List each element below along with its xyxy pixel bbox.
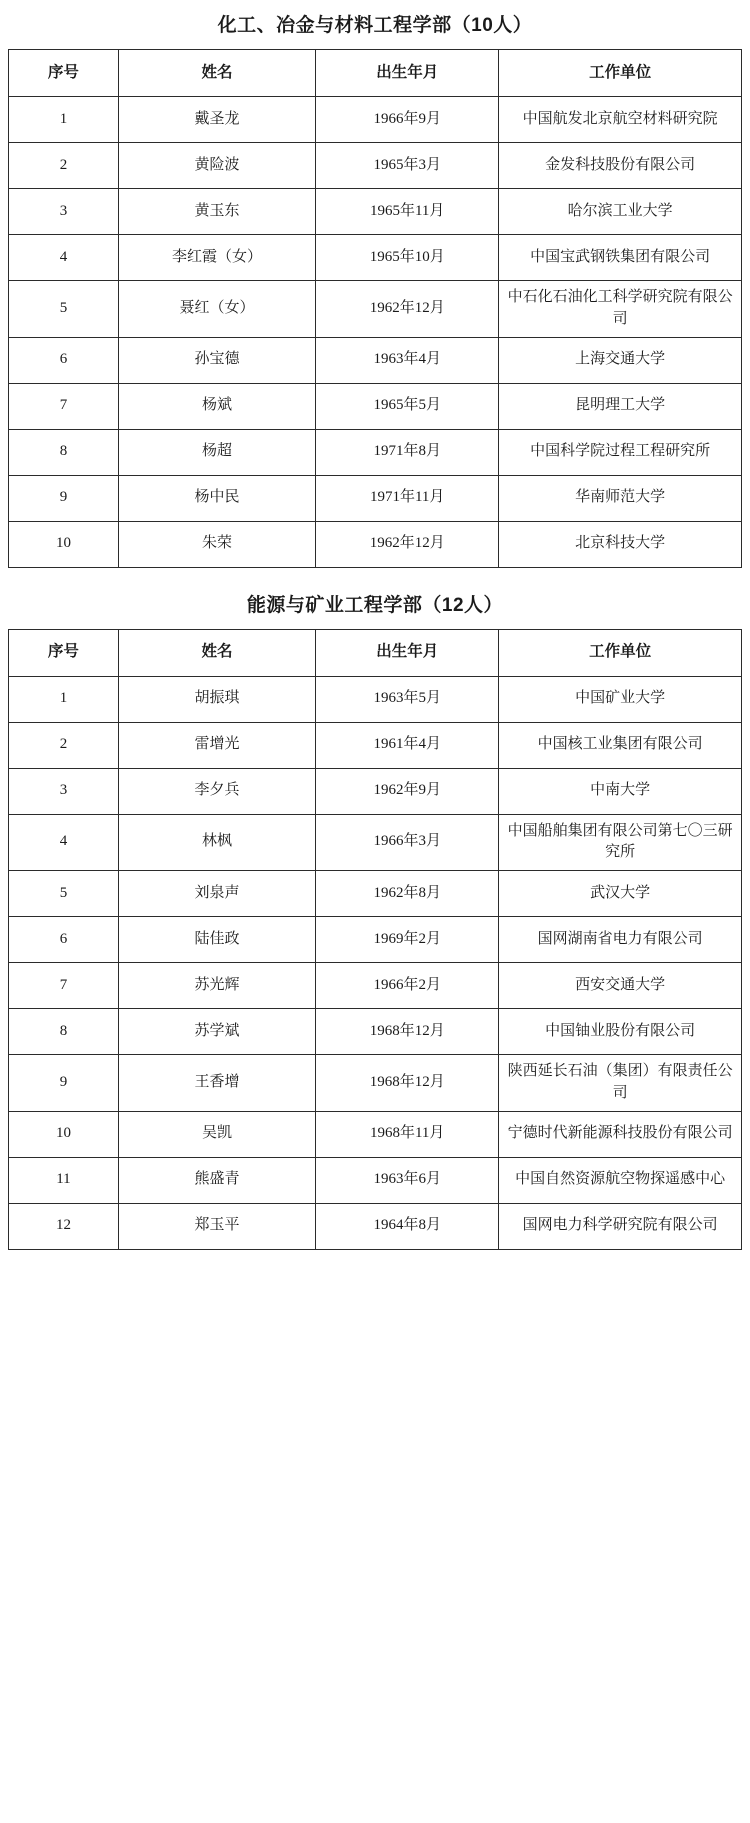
cell-org: 中国宝武钢铁集团有限公司	[499, 235, 742, 281]
cell-index: 4	[9, 814, 119, 871]
cell-org: 中国船舶集团有限公司第七〇三研究所	[499, 814, 742, 871]
cell-name: 雷增光	[118, 722, 315, 768]
table-row	[9, 337, 742, 383]
cell-birth: 1968年12月	[316, 1009, 499, 1055]
cell-birth: 1965年3月	[316, 143, 499, 189]
cell-org: 哈尔滨工业大学	[499, 189, 742, 235]
cell-name: 吴凯	[118, 1111, 315, 1157]
cell-name: 黄险波	[118, 143, 315, 189]
cell-org: 中国铀业股份有限公司	[499, 1009, 742, 1055]
section-title: 能源与矿业工程学部（12人）	[246, 594, 504, 616]
roster-table	[8, 49, 742, 568]
table-row	[9, 814, 742, 871]
cell-index: 10	[9, 1111, 119, 1157]
cell-org: 金发科技股份有限公司	[499, 143, 742, 189]
cell-name: 李红霞（女）	[118, 235, 315, 281]
cell-name: 刘泉声	[118, 871, 315, 917]
column-header: 姓名	[118, 629, 315, 676]
cell-org: 武汉大学	[499, 871, 742, 917]
sections-container	[8, 0, 742, 1250]
cell-index: 2	[9, 143, 119, 189]
cell-birth: 1966年3月	[316, 814, 499, 871]
cell-org: 国网电力科学研究院有限公司	[499, 1203, 742, 1249]
roster-section	[8, 0, 742, 568]
cell-org: 上海交通大学	[499, 337, 742, 383]
cell-birth: 1971年8月	[316, 429, 499, 475]
table-row	[9, 235, 742, 281]
cell-index: 6	[9, 917, 119, 963]
cell-org: 中国科学院过程工程研究所	[499, 429, 742, 475]
table-row	[9, 676, 742, 722]
column-header: 出生年月	[316, 50, 499, 97]
table-row	[9, 722, 742, 768]
cell-index: 12	[9, 1203, 119, 1249]
cell-birth: 1968年12月	[316, 1055, 499, 1112]
cell-name: 陆佳政	[118, 917, 315, 963]
cell-org: 北京科技大学	[499, 521, 742, 567]
cell-index: 3	[9, 768, 119, 814]
cell-birth: 1965年10月	[316, 235, 499, 281]
cell-birth: 1965年5月	[316, 383, 499, 429]
cell-index: 4	[9, 235, 119, 281]
cell-index: 3	[9, 189, 119, 235]
cell-birth: 1963年5月	[316, 676, 499, 722]
cell-org: 中国自然资源航空物探遥感中心	[499, 1157, 742, 1203]
column-header: 工作单位	[499, 50, 742, 97]
cell-org: 陕西延长石油（集团）有限责任公司	[499, 1055, 742, 1112]
table-row	[9, 97, 742, 143]
cell-index: 2	[9, 722, 119, 768]
cell-org: 中国矿业大学	[499, 676, 742, 722]
column-header: 姓名	[118, 50, 315, 97]
table-row	[9, 521, 742, 567]
cell-name: 苏学斌	[118, 1009, 315, 1055]
table-row	[9, 963, 742, 1009]
table-row	[9, 1009, 742, 1055]
table-row	[9, 917, 742, 963]
cell-name: 熊盛青	[118, 1157, 315, 1203]
cell-index: 10	[9, 521, 119, 567]
cell-birth: 1966年9月	[316, 97, 499, 143]
table-row	[9, 383, 742, 429]
cell-index: 5	[9, 281, 119, 338]
table-header-row	[9, 629, 742, 676]
table-row	[9, 768, 742, 814]
cell-index: 5	[9, 871, 119, 917]
cell-index: 11	[9, 1157, 119, 1203]
cell-birth: 1965年11月	[316, 189, 499, 235]
cell-birth: 1963年4月	[316, 337, 499, 383]
table-row	[9, 475, 742, 521]
cell-birth: 1964年8月	[316, 1203, 499, 1249]
table-row	[9, 1157, 742, 1203]
cell-name: 孙宝德	[118, 337, 315, 383]
cell-name: 苏光辉	[118, 963, 315, 1009]
cell-index: 6	[9, 337, 119, 383]
table-row	[9, 429, 742, 475]
cell-name: 黄玉东	[118, 189, 315, 235]
table-row	[9, 1055, 742, 1112]
cell-name: 李夕兵	[118, 768, 315, 814]
cell-index: 9	[9, 1055, 119, 1112]
cell-org: 中南大学	[499, 768, 742, 814]
cell-birth: 1961年4月	[316, 722, 499, 768]
cell-index: 9	[9, 475, 119, 521]
table-row	[9, 1203, 742, 1249]
cell-index: 7	[9, 963, 119, 1009]
roster-table	[8, 629, 742, 1250]
column-header: 工作单位	[499, 629, 742, 676]
cell-index: 1	[9, 97, 119, 143]
cell-birth: 1963年6月	[316, 1157, 499, 1203]
cell-index: 8	[9, 1009, 119, 1055]
column-header: 出生年月	[316, 629, 499, 676]
cell-birth: 1962年9月	[316, 768, 499, 814]
cell-index: 8	[9, 429, 119, 475]
cell-name: 戴圣龙	[118, 97, 315, 143]
cell-birth: 1962年12月	[316, 521, 499, 567]
cell-name: 王香增	[118, 1055, 315, 1112]
cell-org: 西安交通大学	[499, 963, 742, 1009]
cell-org: 中石化石油化工科学研究院有限公司	[499, 281, 742, 338]
cell-name: 杨超	[118, 429, 315, 475]
cell-org: 昆明理工大学	[499, 383, 742, 429]
cell-birth: 1971年11月	[316, 475, 499, 521]
cell-org: 中国航发北京航空材料研究院	[499, 97, 742, 143]
table-row	[9, 871, 742, 917]
table-row	[9, 1111, 742, 1157]
cell-name: 郑玉平	[118, 1203, 315, 1249]
cell-name: 杨中民	[118, 475, 315, 521]
cell-index: 1	[9, 676, 119, 722]
cell-org: 华南师范大学	[499, 475, 742, 521]
table-header-row	[9, 50, 742, 97]
section-title: 化工、冶金与材料工程学部（10人）	[217, 15, 533, 36]
roster-section	[8, 580, 742, 1250]
cell-name: 杨斌	[118, 383, 315, 429]
column-header: 序号	[9, 629, 119, 676]
table-row	[9, 281, 742, 338]
cell-org: 国网湖南省电力有限公司	[499, 917, 742, 963]
cell-index: 7	[9, 383, 119, 429]
cell-name: 朱荣	[118, 521, 315, 567]
cell-org: 宁德时代新能源科技股份有限公司	[499, 1111, 742, 1157]
cell-birth: 1969年2月	[316, 917, 499, 963]
cell-birth: 1966年2月	[316, 963, 499, 1009]
table-row	[9, 189, 742, 235]
cell-birth: 1968年11月	[316, 1111, 499, 1157]
cell-name: 聂红（女）	[118, 281, 315, 338]
table-row	[9, 143, 742, 189]
cell-name: 林枫	[118, 814, 315, 871]
cell-birth: 1962年12月	[316, 281, 499, 338]
cell-birth: 1962年8月	[316, 871, 499, 917]
cell-org: 中国核工业集团有限公司	[499, 722, 742, 768]
column-header: 序号	[9, 50, 119, 97]
cell-name: 胡振琪	[118, 676, 315, 722]
